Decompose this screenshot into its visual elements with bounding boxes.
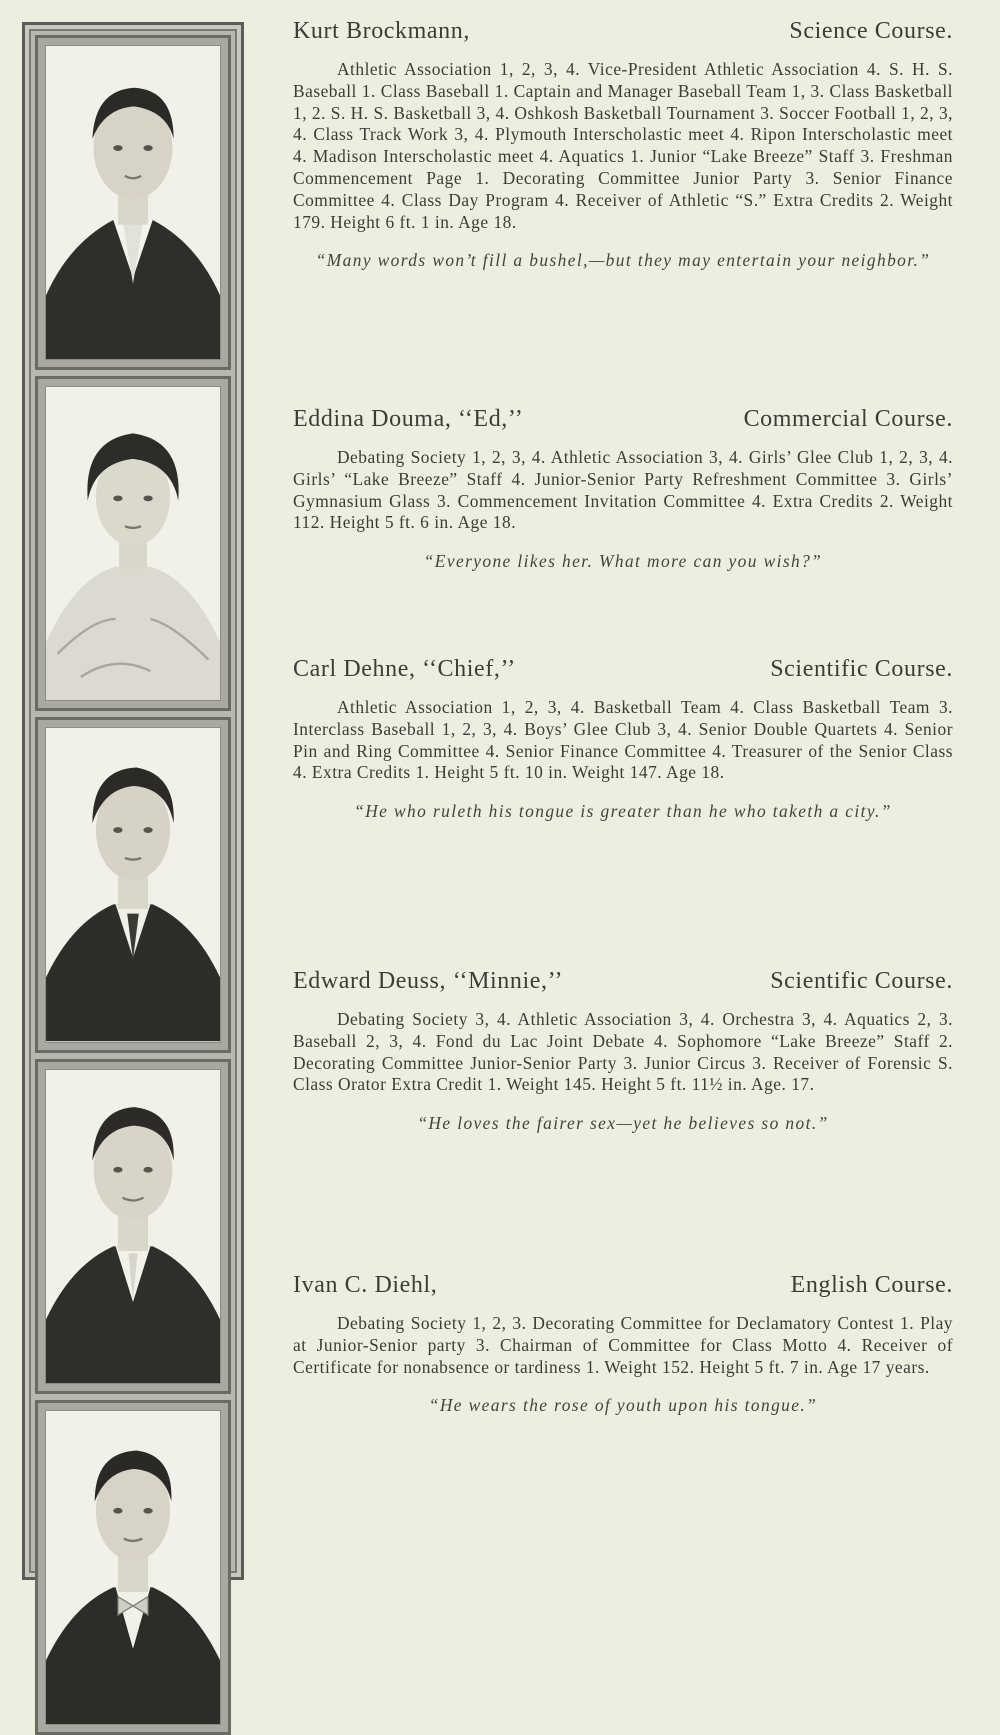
- activities-record: Debating Society 3, 4. Athletic Association 3, 4. Orchestra 3, 4. Aquatics 2, 3. Baseball 2, 3, 4. Fond du Lac Joint Debate 4. Sophomore “Lake Breeze” Staff 2. Decorating Committee Junior-Senior Party 3. Junior Circus 3. Receiver of Forensic S. Class Orator Extra Credit 1. Weight 145. Height 5 ft. 11½ in. Age. 17.: [293, 1009, 953, 1095]
- student-name: Edward Deuss, ‘‘Minnie,’’: [293, 968, 564, 994]
- entry-heading: [293, 406, 953, 433]
- activities-record: Debating Society 1, 2, 3. Decorating Committee for Declamatory Contest 1. Play at Junior-Senior party 3. Chairman of Committee for Class Motto 4. Receiver of Certificate for nonabsence or tardiness 1. Weight 152. Height 5 ft. 7 in. Age 17 years.: [293, 1313, 953, 1377]
- photo-frame-1: [35, 35, 231, 370]
- course-name: Scientific Course.: [770, 968, 953, 994]
- entry-heading: [293, 968, 953, 995]
- entry-carl-dehne: [293, 656, 953, 822]
- student-name: Kurt Brockmann,: [293, 18, 470, 44]
- entry-edward-deuss: [293, 968, 953, 1134]
- student-name: Ivan C. Diehl,: [293, 1272, 438, 1298]
- photo-strip: [22, 22, 244, 1580]
- portrait-kurt-brockmann: [45, 45, 221, 360]
- portrait-carl-dehne: [45, 727, 221, 1042]
- photo-frame-4: [35, 1059, 231, 1394]
- student-quote: “He loves the fairer sex—yet he believes so not.”: [417, 1113, 829, 1134]
- entry-ivan-diehl: [293, 1272, 953, 1416]
- course-name: Commercial Course.: [743, 406, 953, 432]
- entry-kurt-brockmann: [293, 18, 953, 271]
- photo-frame-2: [35, 376, 231, 711]
- student-quote: “Many words won’t fill a bushel,—but they may entertain your neighbor.”: [315, 250, 931, 271]
- entry-heading: [293, 656, 953, 683]
- entry-eddina-douma: [293, 406, 953, 572]
- student-name: Eddina Douma, ‘‘Ed,’’: [293, 406, 524, 432]
- student-name: Carl Dehne, ‘‘Chief,’’: [293, 656, 516, 682]
- course-name: English Course.: [790, 1272, 953, 1298]
- activities-record: Debating Society 1, 2, 3, 4. Athletic Association 3, 4. Girls’ Glee Club 1, 2, 3, 4. Girls’ “Lake Breeze” Staff 4. Junior-Senior Party Refreshment Committee 3. Girls’ Gymnasium Glass 3. Commencement Invitation Committee 4. Extra Credits 2. Weight 112. Height 5 ft. 6 in. Age 18.: [293, 447, 953, 533]
- student-quote: “He who ruleth his tongue is greater than he who taketh a city.”: [354, 801, 892, 822]
- portrait-ivan-diehl: [45, 1410, 221, 1725]
- course-name: Science Course.: [789, 18, 953, 44]
- photo-frame-5: [35, 1400, 231, 1735]
- portrait-edward-deuss: [45, 1069, 221, 1384]
- photo-frame-3: [35, 717, 231, 1052]
- activities-record: Athletic Association 1, 2, 3, 4. Vice-President Athletic Association 4. S. H. S. Baseball 1. Class Baseball 1. Captain and Manager Baseball Team 1, 3. Class Basketball 1, 2. S. H. S. Basketball 3, 4. Oshkosh Basketball Tournament 3. Soccer Football 1, 2, 3, 4. Class Track Work 3, 4. Plymouth Interscholastic meet 4. Ripon Interscholastic meet 4. Madison Interscholastic meet 4. Aquatics 1. Junior “Lake Breeze” Staff 3. Freshman Commencement Page 1. Decorating Committee Junior Party 3. Senior Finance Committee 4. Class Day Program 4. Receiver of Athletic “S.” Extra Credits 2. Weight 179. Height 6 ft. 1 in. Age 18.: [293, 59, 953, 232]
- photo-strip-inner: [29, 29, 237, 1573]
- activities-record: Athletic Association 1, 2, 3, 4. Basketball Team 4. Class Basketball Team 3. Interclass Baseball 1, 2, 3, 4. Boys’ Glee Club 3, 4. Senior Double Quartets 4. Senior Pin and Ring Committee 4. Senior Finance Committee 4. Treasurer of the Senior Class 4. Extra Credits 1. Height 5 ft. 10 in. Weight 147. Age 18.: [293, 697, 953, 783]
- entry-heading: [293, 1272, 953, 1299]
- course-name: Scientific Course.: [770, 656, 953, 682]
- student-quote: “Everyone likes her. What more can you wish?”: [423, 551, 823, 572]
- student-quote: “He wears the rose of youth upon his tongue.”: [428, 1395, 818, 1416]
- entry-heading: [293, 18, 953, 45]
- portrait-eddina-douma: [45, 386, 221, 701]
